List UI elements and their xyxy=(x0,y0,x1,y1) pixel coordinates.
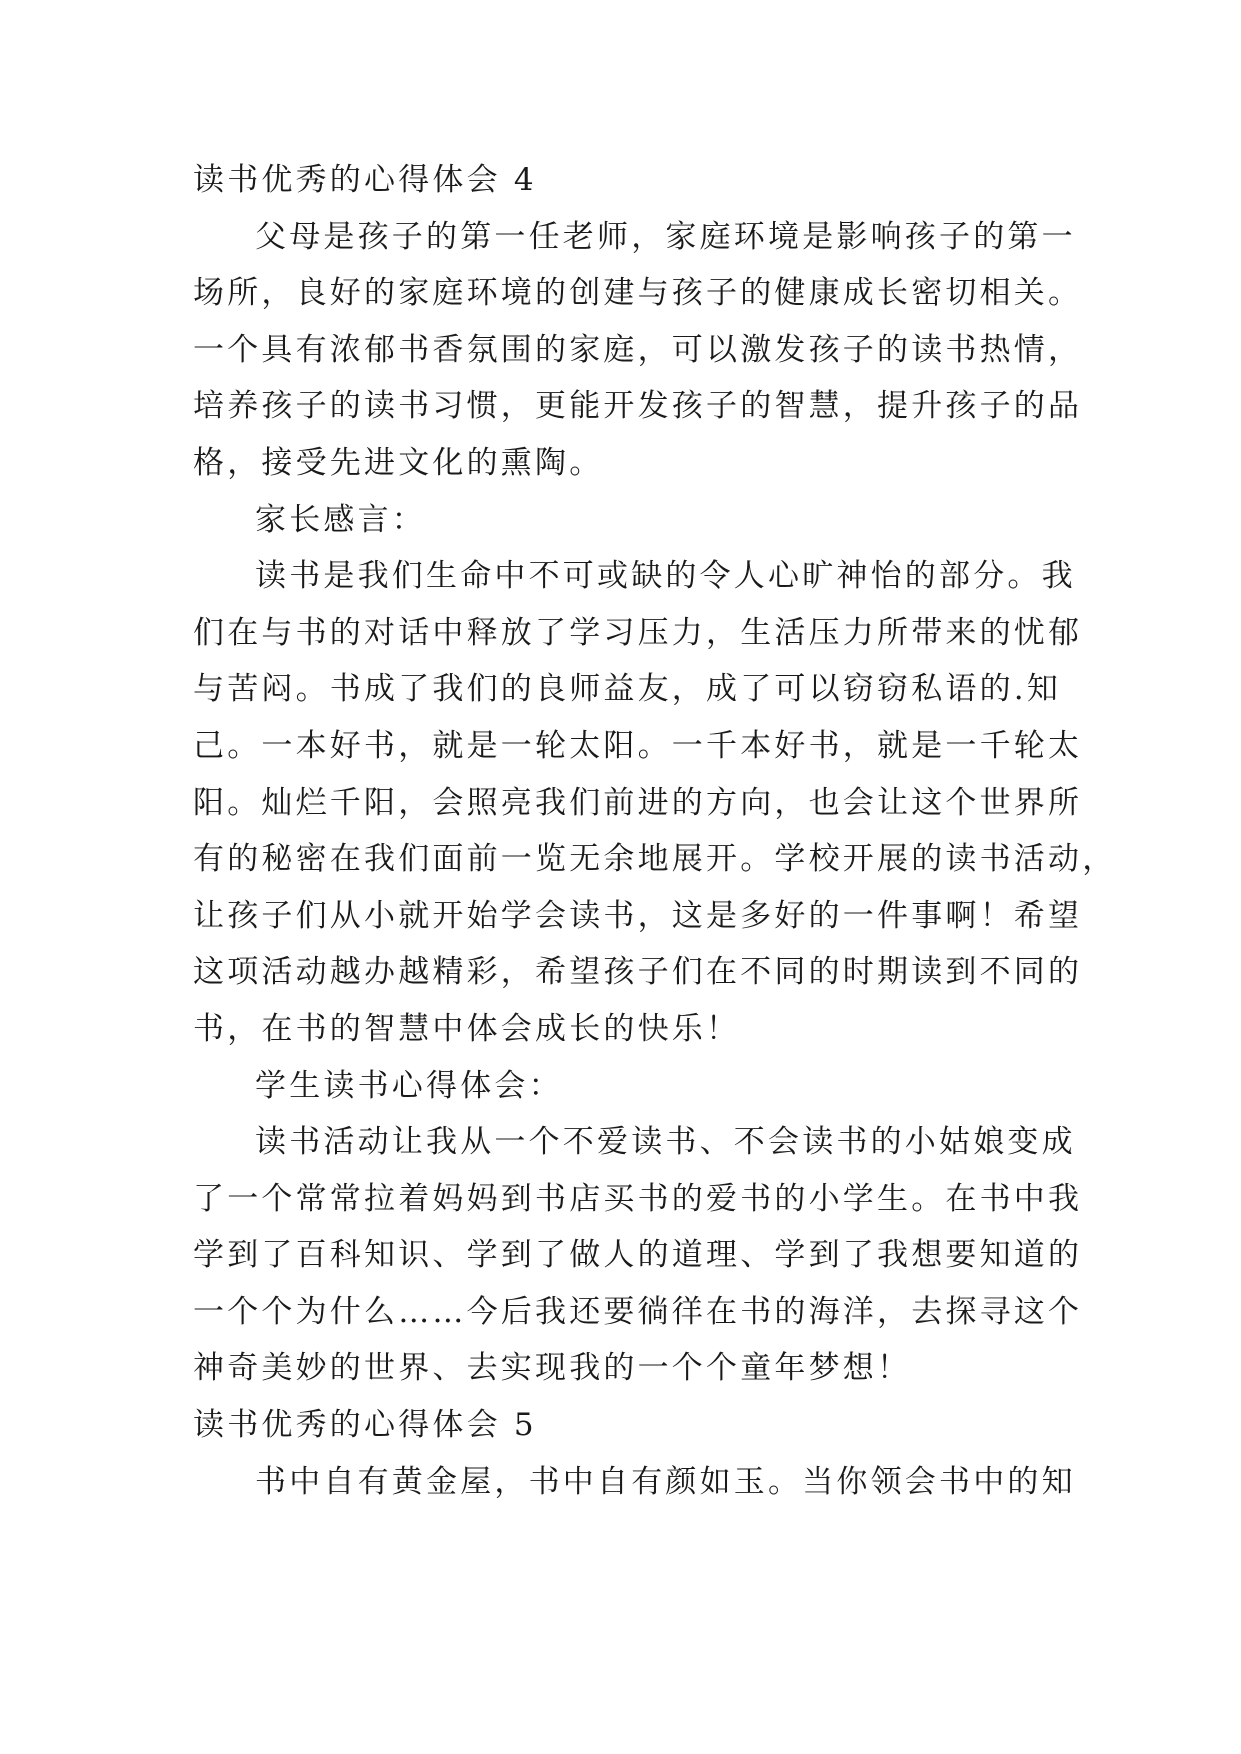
paragraph-line: 们在与书的对话中释放了学习压力，生活压力所带来的忧郁 xyxy=(193,614,1083,651)
paragraph-line: 了一个常常拉着妈妈到书店买书的爱书的小学生。在书中我 xyxy=(193,1180,1083,1217)
paragraph-line: 书中自有黄金屋，书中自有颜如玉。当你领会书中的知 xyxy=(255,1463,1076,1500)
student-label: 学生读书心得体会： xyxy=(255,1067,563,1104)
paragraph-line: 读书活动让我从一个不爱读书、不会读书的小姑娘变成 xyxy=(255,1124,1076,1161)
section-heading: 读书优秀的心得体会 5 xyxy=(193,1407,537,1444)
paragraph-line: 一个个为什么……今后我还要徜徉在书的海洋，去探寻这个 xyxy=(193,1293,1083,1330)
paragraph-line: 格，接受先进文化的熏陶。 xyxy=(193,444,604,481)
section-heading: 读书优秀的心得体会 4 xyxy=(193,162,537,198)
paragraph-line: 父母是孩子的第一任老师，家庭环境是影响孩子的第一 xyxy=(255,218,1076,255)
paragraph-line: 书，在书的智慧中体会成长的快乐！ xyxy=(193,1010,741,1047)
paragraph-intro xyxy=(193,1454,1076,1511)
paragraph-intro xyxy=(193,209,1083,492)
paragraph-line: 让孩子们从小就开始学会读书，这是多好的一件事啊！希望 xyxy=(193,897,1083,934)
paragraph-line: 场所，良好的家庭环境的创建与孩子的健康成长密切相关。 xyxy=(193,275,1083,312)
paragraph-line: 这项活动越办越精彩，希望孩子们在不同的时期读到不同的 xyxy=(193,954,1083,991)
paragraph-line: 与苦闷。书成了我们的良师益友，成了可以窃窃私语的.知 xyxy=(193,671,1062,708)
paragraph-line: 学到了百科知识、学到了做人的道理、学到了我想要知道的 xyxy=(193,1237,1083,1274)
paragraph-line: 读书是我们生命中不可或缺的令人心旷神怡的部分。我 xyxy=(255,558,1076,595)
paragraph-line: 有的秘密在我们面前一览无余地展开。学校开展的读书活动， xyxy=(193,841,1117,878)
paragraph-parent xyxy=(193,548,1117,1057)
paragraph-line: 神奇美妙的世界、去实现我的一个个童年梦想！ xyxy=(193,1350,912,1387)
paragraph-line: 一个具有浓郁书香氛围的家庭，可以激发孩子的读书热情， xyxy=(193,331,1083,368)
paragraph-student xyxy=(193,1114,1083,1397)
paragraph-line: 培养孩子的读书习惯，更能开发孩子的智慧，提升孩子的品 xyxy=(193,388,1083,425)
document-body xyxy=(193,152,1117,1510)
paragraph-line: 己。一本好书，就是一轮太阳。一千本好书，就是一千轮太 xyxy=(193,727,1083,764)
parent-label: 家长感言： xyxy=(255,501,426,538)
paragraph-line: 阳。灿烂千阳，会照亮我们前进的方向，也会让这个世界所 xyxy=(193,784,1083,821)
